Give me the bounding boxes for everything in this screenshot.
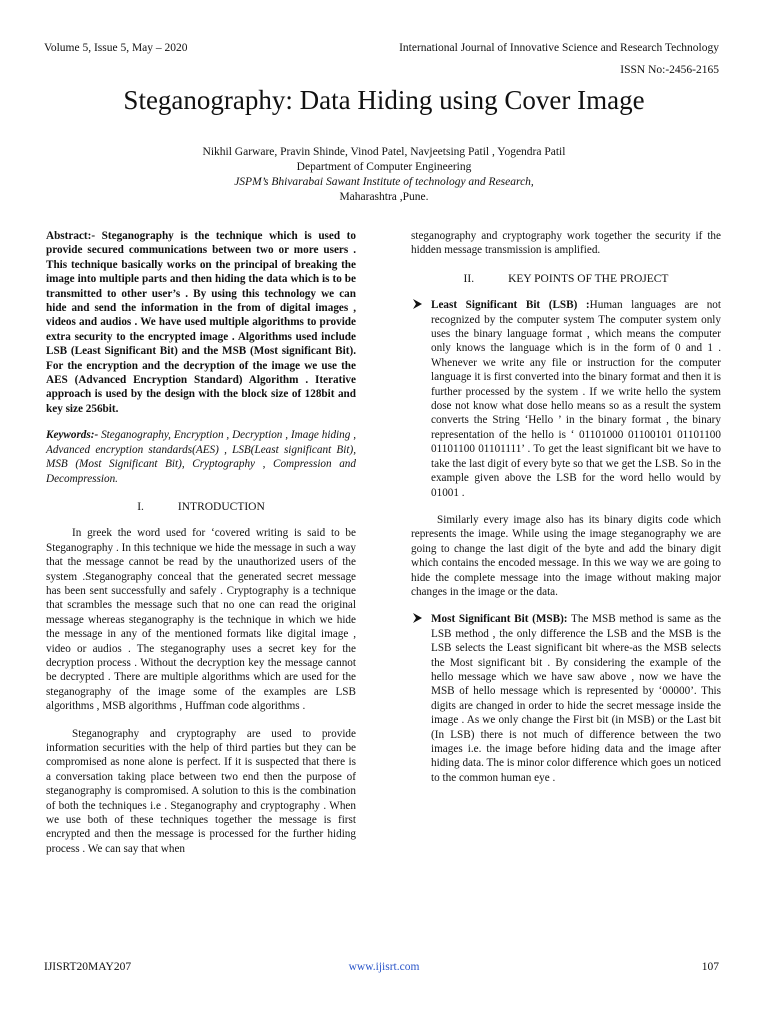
abstract: Abstract:- Steganography is the technique which is used to provide secured communications between two or more users . This technique basically works on the principal of breaking the image into multiple parts and then hiding the data which is to be transmitted to other user’s . By using this technology we can hide and send the information in the from of digital images , videos and audios . We have used multiple algorithms to provide extra security to the encrypted image . Algorithms used include LSB (Least Significant Bit) and the MSB (Most significant Bit). For the encryption and the decryption of the image we use the AES (Advanced Encryption Standard) Algorithm . Iterative approach is used by the design with the block size of 128bit and key size 256bit. [46,230,356,415]
arrow-bullet-icon [413,613,422,623]
intro-paragraph-2: Steganography and cryptography are used to provide information securities with the help of third parties but they can be compromised as none alone is perfect. If it is suspected that there is a conversation taking place between two end then the purpose of steganography is compromised. A solution to this is the combination of both the techniques i.e . Steganography and cryptography . When we use both of these techniques together the message is first encrypted and then the message is processed for the further hiding process . We can say that when [46,727,356,855]
section-title: INTRODUCTION [177,500,265,513]
lsb-label: Least Significant Bit (LSB) : [431,299,590,312]
keywords [46,428,356,486]
right-paragraph-2: Similarly every image also has its binary digits code which represents the image. While using the image steganography we are going to change the last digit of the byte and add the binary digit which contains the encoded message. In this we way we are going to hide the complete message into the image without making major changes in the image or the data. [411,513,721,598]
msb-label: Most Significant Bit (MSB): [431,613,568,626]
right-paragraph-0: steganography and cryptography work together the security if the hidden message transmission is amplified. [411,230,721,257]
department: Department of Computer Engineering [296,161,472,173]
institute: JSPM’s Bhivarabai Sawant Institute of technology and Research, [234,176,534,188]
paper-code: IJISRT20MAY207 [44,961,132,973]
volume-info: Volume 5, Issue 5, May – 2020 [44,42,188,54]
intro-paragraph-1: In greek the word used for ‘covered writing is said to be Steganography . In this technique we hide the message in such a way that the message cannot be read by the unauthorized users of the system .Steganography conceal that the generated secret message has been sent successfully and safely . Cryptography is a technique that scrambles the message such that no one can read the original message whereas steganography is the technique in which we hide the message in any of the mentioned formats like digital image , video or audios . The steganography uses a secret key for the decryption process . Without the decryption key the message cannot be decrypted . There are multiple algorithms which are used for the steganography of the image some of the examples are LSB algorithms , MSB algorithms , Huffman code algorithms . [46,527,356,713]
footer-link-wrap [0,961,768,973]
bullet-lsb [411,298,721,500]
section-heading-key-points [411,272,721,286]
journal-name: International Journal of Innovative Science and Research Technology [399,42,719,54]
section-heading-introduction [46,500,356,514]
section-number: I. [137,500,144,513]
authors: Nikhil Garware, Pravin Shinde, Vinod Patel, Navjeetsing Patil , Yogendra Patil [202,146,566,158]
arrow-bullet-icon [413,299,422,309]
msb-text: The MSB method is same as the LSB method , the only difference the LSB and the MSB is the LSB selects the Least significant bit where-as the MSB selects the Most significant bit . By considering the example of the hello message which we have saw above , now we have the MSB of hello message which is represented by ‘00000’. This digits are changed in order to hide the secret message inside the image . As we only change the First bit (in MSB) or the Last bit (In LSB) there is not much of difference between the two images i.e. the image before hiding data and the image after hiding data. The is minor color difference which goes un noticed to the common human eye . [431,613,721,784]
section-number: II. [463,272,475,285]
journal-url-link[interactable]: www.ijisrt.com [348,961,420,973]
keywords-label: Keywords:- [46,429,99,442]
issn: ISSN No:-2456-2165 [620,64,719,76]
section-title: KEY POINTS OF THE PROJECT [508,272,669,285]
paper-title: Steganography: Data Hiding using Cover Image [123,85,645,115]
left-column [46,229,356,856]
bullet-msb [411,612,721,785]
lsb-text: Human languages are not recognized by the computer system The computer system only uses the binary language format , which means the computer only knows the language which is in the form of 0 and 1 . Whenever we write any file or instruction for the computer language it is first converted into the binary format and then it is further processed by the system . If we write hello the system dose not know what dose hello means so as a result the system converts the String ‘Hello ’ in the binary format , the binary representation of the hello is ‘ 01101000 01100101 01101100 01101100 01101111’ . To get the least significant bit we have to take the last digit of every byte so that we get the LSB. So in the example given above the LSB for the word hello would by 01001 . [431,299,721,499]
keywords-text: Steganography, Encryption , Decryption , Image hiding , Advanced encryption standards(AES) , LSB(Least significant Bit), MSB (Most Significant Bit), Cryptography , Compression and Decompression. [46,429,356,485]
right-column [411,229,721,785]
location: Maharashtra ,Pune. [339,191,429,203]
page-number: 107 [701,961,719,973]
